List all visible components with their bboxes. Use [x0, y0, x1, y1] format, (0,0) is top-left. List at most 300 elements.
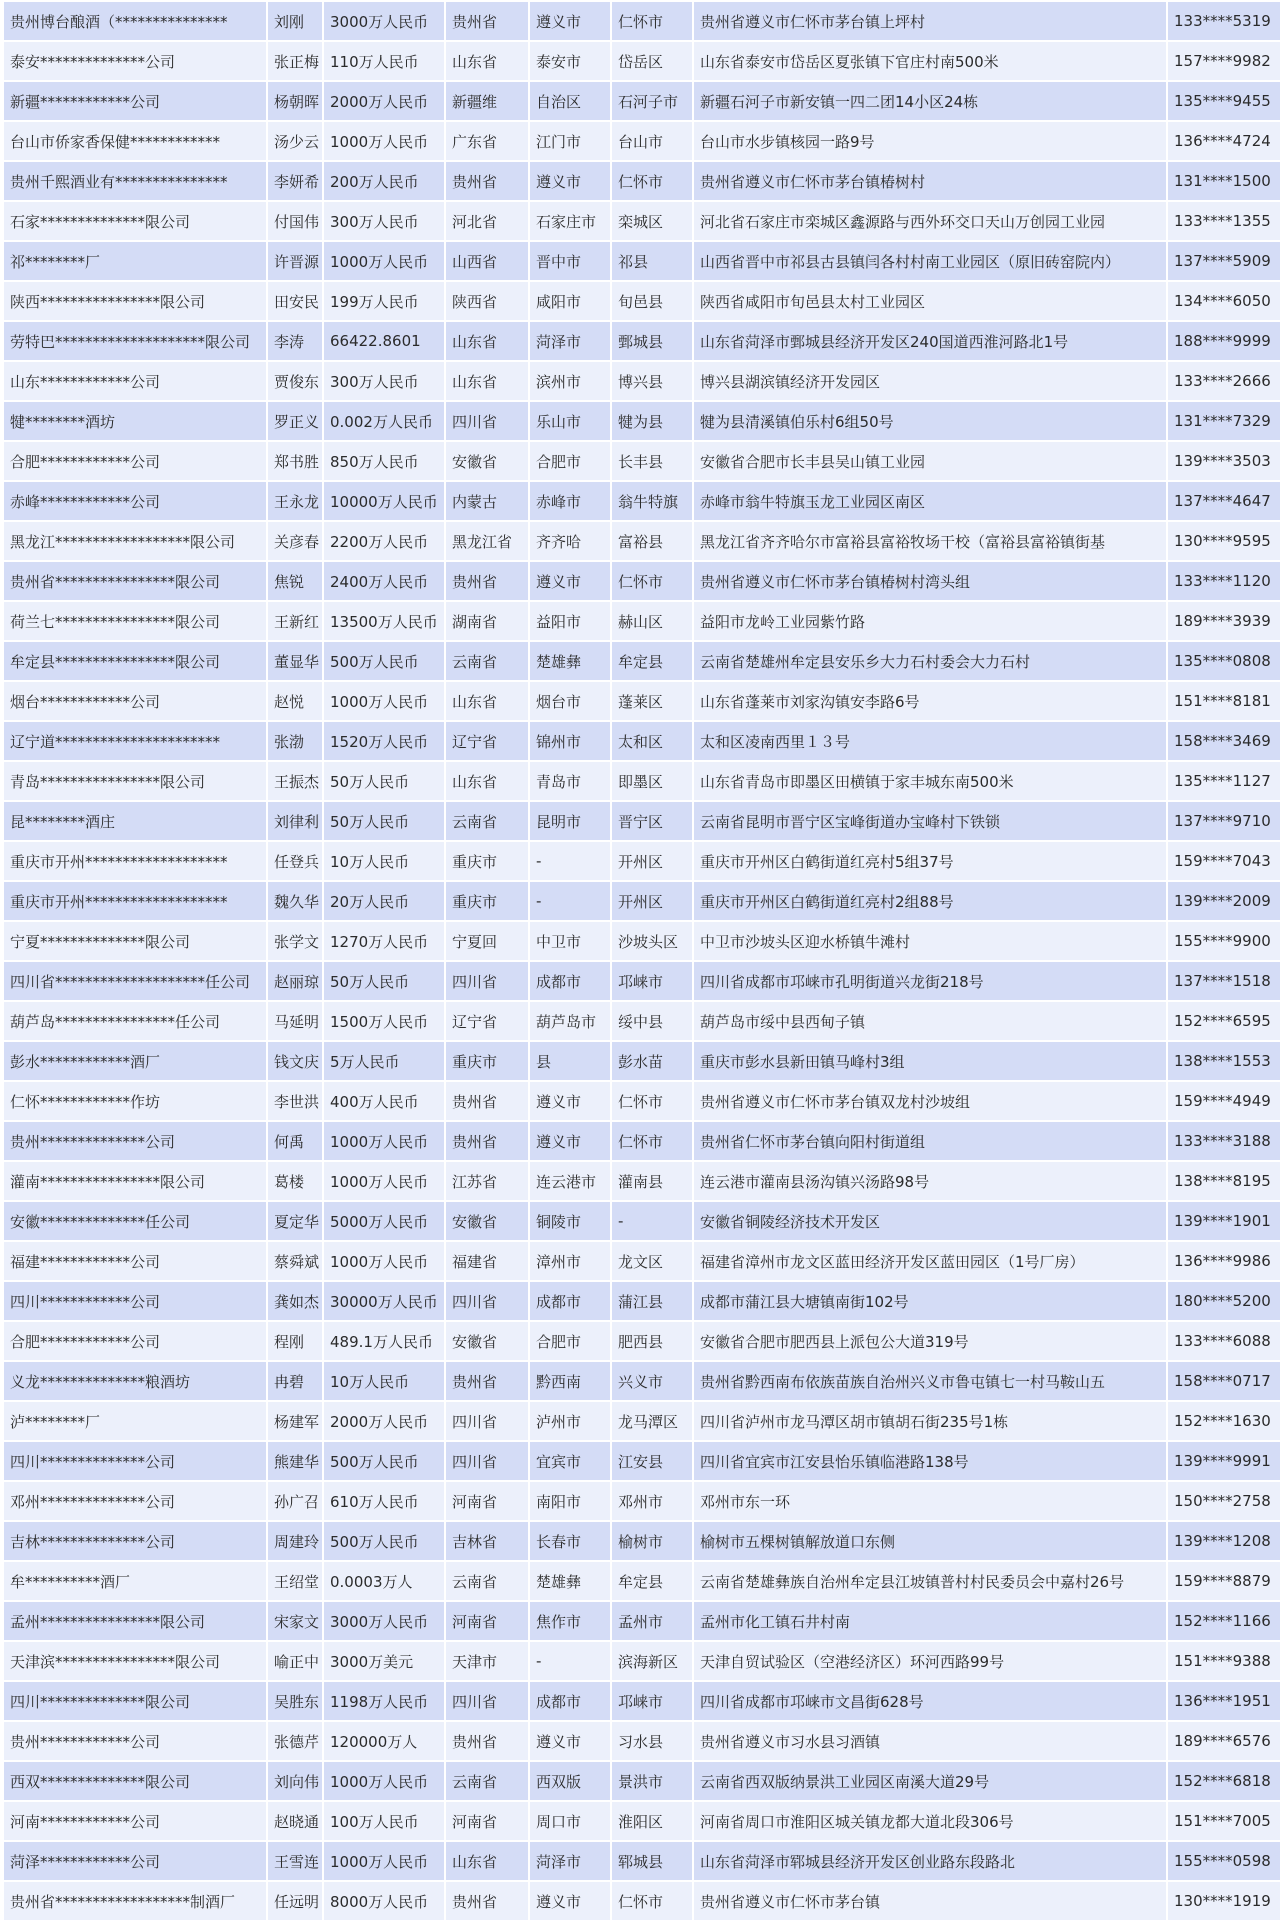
district-cell: 仁怀市 — [612, 562, 694, 602]
legal-rep-cell: 付国伟 — [268, 202, 324, 242]
city-cell: 成都市 — [530, 1282, 612, 1322]
address-cell: 榆树市五棵树镇解放道口东侧 — [694, 1522, 1168, 1562]
legal-rep-cell: 杨朝晖 — [268, 82, 324, 122]
legal-rep-cell: 程刚 — [268, 1322, 324, 1362]
district-cell: 仁怀市 — [612, 162, 694, 202]
capital-cell: 10000万人民币 — [324, 482, 446, 522]
table-row — [4, 1282, 1280, 1322]
province-cell: 山东省 — [446, 1842, 530, 1882]
address-cell: 葫芦岛市绥中县西甸子镇 — [694, 1002, 1168, 1042]
table-row — [4, 762, 1280, 802]
city-cell: 昆明市 — [530, 802, 612, 842]
city-cell: 滨州市 — [530, 362, 612, 402]
city-cell: 咸阳市 — [530, 282, 612, 322]
table-row — [4, 522, 1280, 562]
company-name-cell: 四川**************限公司 — [4, 1682, 268, 1722]
province-cell: 新疆维 — [446, 82, 530, 122]
legal-rep-cell: 孙广召 — [268, 1482, 324, 1522]
table-row — [4, 402, 1280, 442]
phone-cell: 155****9900 — [1168, 922, 1280, 962]
capital-cell: 50万人民币 — [324, 962, 446, 1002]
company-name-cell: 安徽**************任公司 — [4, 1202, 268, 1242]
phone-cell: 135****0808 — [1168, 642, 1280, 682]
phone-cell: 138****8195 — [1168, 1162, 1280, 1202]
phone-cell: 135****1127 — [1168, 762, 1280, 802]
company-name-cell: 义龙**************粮酒坊 — [4, 1362, 268, 1402]
legal-rep-cell: 钱文庆 — [268, 1042, 324, 1082]
phone-cell: 139****2009 — [1168, 882, 1280, 922]
table-row — [4, 1042, 1280, 1082]
company-name-cell: 荷兰七****************限公司 — [4, 602, 268, 642]
company-name-cell: 贵州省******************制酒厂 — [4, 1882, 268, 1922]
capital-cell: 10万人民币 — [324, 1362, 446, 1402]
province-cell: 河南省 — [446, 1802, 530, 1842]
province-cell: 贵州省 — [446, 1122, 530, 1162]
address-cell: 天津自贸试验区（空港经济区）环河西路99号 — [694, 1642, 1168, 1682]
city-cell: 遵义市 — [530, 162, 612, 202]
capital-cell: 3000万人民币 — [324, 1602, 446, 1642]
company-name-cell: 孟州****************限公司 — [4, 1602, 268, 1642]
table-row — [4, 442, 1280, 482]
address-cell: 山东省菏泽市鄄城县经济开发区240国道西淮河路北1号 — [694, 322, 1168, 362]
address-cell: 贵州省黔西南布依族苗族自治州兴义市鲁屯镇七一村马鞍山五 — [694, 1362, 1168, 1402]
legal-rep-cell: 蔡舜斌 — [268, 1242, 324, 1282]
province-cell: 河北省 — [446, 202, 530, 242]
city-cell: 焦作市 — [530, 1602, 612, 1642]
district-cell: 牟定县 — [612, 642, 694, 682]
phone-cell: 139****1208 — [1168, 1522, 1280, 1562]
table-row — [4, 1842, 1280, 1882]
capital-cell: 500万人民币 — [324, 1442, 446, 1482]
table-row — [4, 322, 1280, 362]
city-cell: 周口市 — [530, 1802, 612, 1842]
province-cell: 辽宁省 — [446, 722, 530, 762]
district-cell: 开州区 — [612, 882, 694, 922]
province-cell: 云南省 — [446, 1562, 530, 1602]
city-cell: - — [530, 1642, 612, 1682]
phone-cell: 133****5319 — [1168, 2, 1280, 42]
phone-cell: 133****1120 — [1168, 562, 1280, 602]
address-cell: 河北省石家庄市栾城区鑫源路与西外环交口天山万创园工业园 — [694, 202, 1168, 242]
province-cell: 宁夏回 — [446, 922, 530, 962]
province-cell: 四川省 — [446, 1682, 530, 1722]
city-cell: 菏泽市 — [530, 322, 612, 362]
capital-cell: 1198万人民币 — [324, 1682, 446, 1722]
table-row — [4, 1882, 1280, 1922]
address-cell: 贵州省仁怀市茅台镇向阳村街道组 — [694, 1122, 1168, 1162]
legal-rep-cell: 赵晓通 — [268, 1802, 324, 1842]
phone-cell: 134****6050 — [1168, 282, 1280, 322]
company-name-cell: 山东************公司 — [4, 362, 268, 402]
table-row — [4, 282, 1280, 322]
table-row — [4, 2, 1280, 42]
legal-rep-cell: 王新红 — [268, 602, 324, 642]
district-cell: 翁牛特旗 — [612, 482, 694, 522]
legal-rep-cell: 熊建华 — [268, 1442, 324, 1482]
table-row — [4, 562, 1280, 602]
company-name-cell: 昆********酒庄 — [4, 802, 268, 842]
table-row — [4, 1642, 1280, 1682]
phone-cell: 152****6595 — [1168, 1002, 1280, 1042]
city-cell: 县 — [530, 1042, 612, 1082]
district-cell: 龙文区 — [612, 1242, 694, 1282]
phone-cell: 158****3469 — [1168, 722, 1280, 762]
legal-rep-cell: 宋家文 — [268, 1602, 324, 1642]
city-cell: 西双版 — [530, 1762, 612, 1802]
city-cell: 乐山市 — [530, 402, 612, 442]
phone-cell: 137****5909 — [1168, 242, 1280, 282]
company-name-cell: 合肥************公司 — [4, 442, 268, 482]
table-row — [4, 1722, 1280, 1762]
city-cell: 合肥市 — [530, 1322, 612, 1362]
city-cell: 遵义市 — [530, 1722, 612, 1762]
company-name-cell: 犍********酒坊 — [4, 402, 268, 442]
capital-cell: 13500万人民币 — [324, 602, 446, 642]
city-cell: 楚雄彝 — [530, 1562, 612, 1602]
phone-cell: 137****1518 — [1168, 962, 1280, 1002]
capital-cell: 1000万人民币 — [324, 1842, 446, 1882]
legal-rep-cell: 魏久华 — [268, 882, 324, 922]
address-cell: 安徽省合肥市肥西县上派包公大道319号 — [694, 1322, 1168, 1362]
address-cell: 重庆市彭水县新田镇马峰村3组 — [694, 1042, 1168, 1082]
phone-cell: 152****1166 — [1168, 1602, 1280, 1642]
company-name-cell: 合肥************公司 — [4, 1322, 268, 1362]
capital-cell: 0.002万人民币 — [324, 402, 446, 442]
company-name-cell: 四川省********************任公司 — [4, 962, 268, 1002]
company-name-cell: 宁夏**************限公司 — [4, 922, 268, 962]
city-cell: 晋中市 — [530, 242, 612, 282]
address-cell: 台山市水步镇核园一路9号 — [694, 122, 1168, 162]
province-cell: 四川省 — [446, 962, 530, 1002]
address-cell: 四川省泸州市龙马潭区胡市镇胡石街235号1栋 — [694, 1402, 1168, 1442]
district-cell: 长丰县 — [612, 442, 694, 482]
company-name-cell: 四川************公司 — [4, 1282, 268, 1322]
district-cell: 鄄城县 — [612, 322, 694, 362]
district-cell: 岱岳区 — [612, 42, 694, 82]
company-table-container — [4, 2, 1276, 1922]
table-row — [4, 202, 1280, 242]
capital-cell: 100万人民币 — [324, 1802, 446, 1842]
company-name-cell: 贵州**************公司 — [4, 1122, 268, 1162]
city-cell: 葫芦岛市 — [530, 1002, 612, 1042]
phone-cell: 159****7043 — [1168, 842, 1280, 882]
phone-cell: 133****2666 — [1168, 362, 1280, 402]
capital-cell: 3000万美元 — [324, 1642, 446, 1682]
district-cell: 台山市 — [612, 122, 694, 162]
city-cell: 锦州市 — [530, 722, 612, 762]
address-cell: 山东省菏泽市郓城县经济开发区创业路东段路北 — [694, 1842, 1168, 1882]
address-cell: 福建省漳州市龙文区蓝田经济开发区蓝田园区（1号厂房） — [694, 1242, 1168, 1282]
legal-rep-cell: 刘向伟 — [268, 1762, 324, 1802]
phone-cell: 189****6576 — [1168, 1722, 1280, 1762]
province-cell: 河南省 — [446, 1482, 530, 1522]
phone-cell: 189****3939 — [1168, 602, 1280, 642]
province-cell: 辽宁省 — [446, 1002, 530, 1042]
city-cell: 江门市 — [530, 122, 612, 162]
legal-rep-cell: 杨建军 — [268, 1402, 324, 1442]
city-cell: 成都市 — [530, 962, 612, 1002]
company-name-cell: 青岛****************限公司 — [4, 762, 268, 802]
address-cell: 新疆石河子市新安镇一四二团14小区24栋 — [694, 82, 1168, 122]
district-cell: 祁县 — [612, 242, 694, 282]
phone-cell: 135****9455 — [1168, 82, 1280, 122]
capital-cell: 489.1万人民币 — [324, 1322, 446, 1362]
legal-rep-cell: 贾俊东 — [268, 362, 324, 402]
city-cell: 宜宾市 — [530, 1442, 612, 1482]
table-row — [4, 722, 1280, 762]
legal-rep-cell: 任登兵 — [268, 842, 324, 882]
phone-cell: 150****2758 — [1168, 1482, 1280, 1522]
company-name-cell: 台山市侨家香保健************ — [4, 122, 268, 162]
district-cell: 赫山区 — [612, 602, 694, 642]
city-cell: 青岛市 — [530, 762, 612, 802]
table-row — [4, 1002, 1280, 1042]
district-cell: 邓州市 — [612, 1482, 694, 1522]
city-cell: - — [530, 842, 612, 882]
capital-cell: 1000万人民币 — [324, 682, 446, 722]
address-cell: 四川省成都市邛崃市文昌街628号 — [694, 1682, 1168, 1722]
province-cell: 内蒙古 — [446, 482, 530, 522]
phone-cell: 136****4724 — [1168, 122, 1280, 162]
legal-rep-cell: 王雪连 — [268, 1842, 324, 1882]
legal-rep-cell: 葛楼 — [268, 1162, 324, 1202]
company-name-cell: 牟**********酒厂 — [4, 1562, 268, 1602]
province-cell: 黑龙江省 — [446, 522, 530, 562]
legal-rep-cell: 何禹 — [268, 1122, 324, 1162]
address-cell: 河南省周口市淮阳区城关镇龙都大道北段306号 — [694, 1802, 1168, 1842]
phone-cell: 152****1630 — [1168, 1402, 1280, 1442]
capital-cell: 20万人民币 — [324, 882, 446, 922]
capital-cell: 10万人民币 — [324, 842, 446, 882]
company-name-cell: 重庆市开州******************* — [4, 882, 268, 922]
phone-cell: 151****8181 — [1168, 682, 1280, 722]
address-cell: 成都市蒲江县大塘镇南街102号 — [694, 1282, 1168, 1322]
province-cell: 重庆市 — [446, 882, 530, 922]
phone-cell: 133****6088 — [1168, 1322, 1280, 1362]
legal-rep-cell: 张德芹 — [268, 1722, 324, 1762]
capital-cell: 8000万人民币 — [324, 1882, 446, 1922]
address-cell: 贵州省遵义市仁怀市茅台镇椿树村 — [694, 162, 1168, 202]
legal-rep-cell: 吴胜东 — [268, 1682, 324, 1722]
district-cell: 景洪市 — [612, 1762, 694, 1802]
address-cell: 中卫市沙坡头区迎水桥镇牛滩村 — [694, 922, 1168, 962]
capital-cell: 300万人民币 — [324, 362, 446, 402]
address-cell: 益阳市龙岭工业园紫竹路 — [694, 602, 1168, 642]
address-cell: 重庆市开州区白鹤街道红亮村2组88号 — [694, 882, 1168, 922]
city-cell: 菏泽市 — [530, 1842, 612, 1882]
phone-cell: 137****4647 — [1168, 482, 1280, 522]
table-row — [4, 602, 1280, 642]
district-cell: 习水县 — [612, 1722, 694, 1762]
company-name-cell: 贵州************公司 — [4, 1722, 268, 1762]
legal-rep-cell: 李妍希 — [268, 162, 324, 202]
table-row — [4, 1802, 1280, 1842]
company-name-cell: 牟定县****************限公司 — [4, 642, 268, 682]
capital-cell: 5000万人民币 — [324, 1202, 446, 1242]
table-row — [4, 1082, 1280, 1122]
table-row — [4, 362, 1280, 402]
legal-rep-cell: 李涛 — [268, 322, 324, 362]
table-row — [4, 1602, 1280, 1642]
table-row — [4, 1482, 1280, 1522]
table-row — [4, 802, 1280, 842]
capital-cell: 1000万人民币 — [324, 1242, 446, 1282]
company-name-cell: 祁********厂 — [4, 242, 268, 282]
company-name-cell: 仁怀************作坊 — [4, 1082, 268, 1122]
capital-cell: 850万人民币 — [324, 442, 446, 482]
table-row — [4, 922, 1280, 962]
province-cell: 山东省 — [446, 362, 530, 402]
legal-rep-cell: 郑书胜 — [268, 442, 324, 482]
phone-cell: 137****9710 — [1168, 802, 1280, 842]
legal-rep-cell: 龚如杰 — [268, 1282, 324, 1322]
province-cell: 云南省 — [446, 642, 530, 682]
table-row — [4, 1122, 1280, 1162]
province-cell: 安徽省 — [446, 1202, 530, 1242]
province-cell: 山东省 — [446, 762, 530, 802]
city-cell: 黔西南 — [530, 1362, 612, 1402]
province-cell: 安徽省 — [446, 442, 530, 482]
address-cell: 云南省昆明市晋宁区宝峰街道办宝峰村下铁锁 — [694, 802, 1168, 842]
table-row — [4, 882, 1280, 922]
district-cell: 栾城区 — [612, 202, 694, 242]
province-cell: 贵州省 — [446, 2, 530, 42]
legal-rep-cell: 王振杰 — [268, 762, 324, 802]
phone-cell: 152****6818 — [1168, 1762, 1280, 1802]
capital-cell: 1000万人民币 — [324, 1122, 446, 1162]
legal-rep-cell: 赵丽琼 — [268, 962, 324, 1002]
table-row — [4, 1402, 1280, 1442]
city-cell: 遵义市 — [530, 1882, 612, 1922]
phone-cell: 159****4949 — [1168, 1082, 1280, 1122]
address-cell: 山西省晋中市祁县古县镇闫各村村南工业园区（原旧砖窑院内） — [694, 242, 1168, 282]
province-cell: 安徽省 — [446, 1322, 530, 1362]
company-name-cell: 西双**************限公司 — [4, 1762, 268, 1802]
table-row — [4, 82, 1280, 122]
company-name-cell: 赤峰************公司 — [4, 482, 268, 522]
district-cell: 蒲江县 — [612, 1282, 694, 1322]
address-cell: 云南省楚雄彝族自治州牟定县江坡镇普村村民委员会中嘉村26号 — [694, 1562, 1168, 1602]
district-cell: - — [612, 1202, 694, 1242]
capital-cell: 500万人民币 — [324, 642, 446, 682]
district-cell: 郓城县 — [612, 1842, 694, 1882]
province-cell: 四川省 — [446, 1442, 530, 1482]
district-cell: 晋宁区 — [612, 802, 694, 842]
table-row — [4, 1202, 1280, 1242]
legal-rep-cell: 许晋源 — [268, 242, 324, 282]
address-cell: 太和区凌南西里１３号 — [694, 722, 1168, 762]
company-name-cell: 天津滨****************限公司 — [4, 1642, 268, 1682]
capital-cell: 2200万人民币 — [324, 522, 446, 562]
address-cell: 云南省西双版纳景洪工业园区南溪大道29号 — [694, 1762, 1168, 1802]
district-cell: 仁怀市 — [612, 1082, 694, 1122]
phone-cell: 139****3503 — [1168, 442, 1280, 482]
address-cell: 贵州省遵义市仁怀市茅台镇双龙村沙坡组 — [694, 1082, 1168, 1122]
table-row — [4, 1362, 1280, 1402]
table-row — [4, 642, 1280, 682]
province-cell: 贵州省 — [446, 1882, 530, 1922]
city-cell: 石家庄市 — [530, 202, 612, 242]
company-table — [4, 2, 1280, 1922]
legal-rep-cell: 汤少云 — [268, 122, 324, 162]
capital-cell: 1000万人民币 — [324, 122, 446, 162]
capital-cell: 30000万人民币 — [324, 1282, 446, 1322]
phone-cell: 138****1553 — [1168, 1042, 1280, 1082]
company-name-cell: 葫芦岛****************任公司 — [4, 1002, 268, 1042]
phone-cell: 131****1500 — [1168, 162, 1280, 202]
capital-cell: 500万人民币 — [324, 1522, 446, 1562]
province-cell: 吉林省 — [446, 1522, 530, 1562]
address-cell: 贵州省遵义市仁怀市茅台镇椿树村湾头组 — [694, 562, 1168, 602]
district-cell: 灌南县 — [612, 1162, 694, 1202]
phone-cell: 130****9595 — [1168, 522, 1280, 562]
legal-rep-cell: 罗正义 — [268, 402, 324, 442]
district-cell: 即墨区 — [612, 762, 694, 802]
legal-rep-cell: 马延明 — [268, 1002, 324, 1042]
address-cell: 四川省宜宾市江安县怡乐镇临港路138号 — [694, 1442, 1168, 1482]
capital-cell: 200万人民币 — [324, 162, 446, 202]
district-cell: 邛崃市 — [612, 1682, 694, 1722]
company-name-cell: 福建************公司 — [4, 1242, 268, 1282]
city-cell: 遵义市 — [530, 562, 612, 602]
city-cell: 遵义市 — [530, 1082, 612, 1122]
city-cell: - — [530, 882, 612, 922]
address-cell: 陕西省咸阳市旬邑县太村工业园区 — [694, 282, 1168, 322]
company-name-cell: 重庆市开州******************* — [4, 842, 268, 882]
capital-cell: 1000万人民币 — [324, 1762, 446, 1802]
phone-cell: 139****1901 — [1168, 1202, 1280, 1242]
company-name-cell: 贵州千熙酒业有*************** — [4, 162, 268, 202]
city-cell: 铜陵市 — [530, 1202, 612, 1242]
province-cell: 贵州省 — [446, 1722, 530, 1762]
legal-rep-cell: 任远明 — [268, 1882, 324, 1922]
table-row — [4, 1762, 1280, 1802]
city-cell: 连云港市 — [530, 1162, 612, 1202]
address-cell: 云南省楚雄州牟定县安乐乡大力石村委会大力石村 — [694, 642, 1168, 682]
table-row — [4, 1442, 1280, 1482]
province-cell: 贵州省 — [446, 1082, 530, 1122]
district-cell: 博兴县 — [612, 362, 694, 402]
address-cell: 黑龙江省齐齐哈尔市富裕县富裕牧场干校（富裕县富裕镇街基 — [694, 522, 1168, 562]
city-cell: 齐齐哈 — [530, 522, 612, 562]
district-cell: 旬邑县 — [612, 282, 694, 322]
capital-cell: 1520万人民币 — [324, 722, 446, 762]
legal-rep-cell: 焦锐 — [268, 562, 324, 602]
table-row — [4, 122, 1280, 162]
table-row — [4, 682, 1280, 722]
district-cell: 淮阳区 — [612, 1802, 694, 1842]
city-cell: 自治区 — [530, 82, 612, 122]
company-name-cell: 河南************公司 — [4, 1802, 268, 1842]
company-name-cell: 石家**************限公司 — [4, 202, 268, 242]
city-cell: 赤峰市 — [530, 482, 612, 522]
district-cell: 兴义市 — [612, 1362, 694, 1402]
capital-cell: 1000万人民币 — [324, 242, 446, 282]
district-cell: 江安县 — [612, 1442, 694, 1482]
phone-cell: 188****9999 — [1168, 322, 1280, 362]
address-cell: 山东省泰安市岱岳区夏张镇下官庄村南500米 — [694, 42, 1168, 82]
address-cell: 安徽省合肥市长丰县吴山镇工业园 — [694, 442, 1168, 482]
legal-rep-cell: 夏定华 — [268, 1202, 324, 1242]
province-cell: 湖南省 — [446, 602, 530, 642]
district-cell: 彭水苗 — [612, 1042, 694, 1082]
capital-cell: 5万人民币 — [324, 1042, 446, 1082]
company-name-cell: 彭水************酒厂 — [4, 1042, 268, 1082]
phone-cell: 133****3188 — [1168, 1122, 1280, 1162]
address-cell: 山东省蓬莱市刘家沟镇安李路6号 — [694, 682, 1168, 722]
city-cell: 合肥市 — [530, 442, 612, 482]
company-name-cell: 劳特巴********************限公司 — [4, 322, 268, 362]
